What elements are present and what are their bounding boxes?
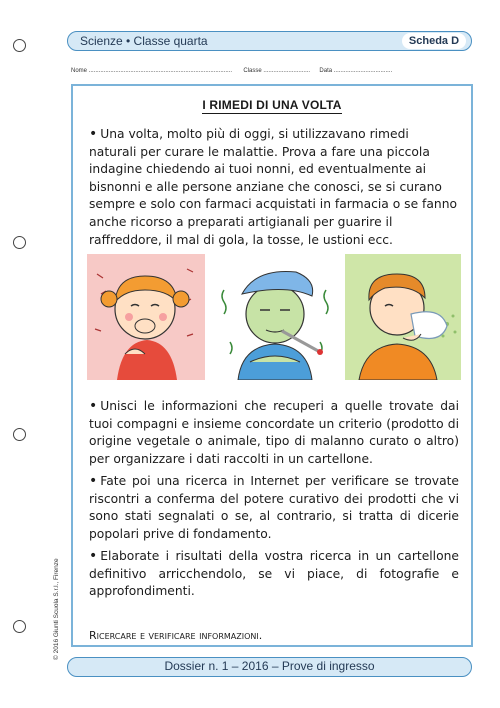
binder-hole-1 — [13, 39, 26, 52]
footer-band: Dossier n. 1 – 2016 – Prove di ingresso — [67, 657, 472, 677]
scheda-label: Scheda D — [402, 33, 466, 49]
paragraph-poster: • Elaborate i risultati della vostra ricerca in un cartellone definitivo arricchendolo, se vi piace, di fotografie e approfondimenti. — [89, 548, 459, 599]
sneezing-boy-illustration — [345, 254, 461, 380]
competence-note: Ricercare e verificare informazioni. — [89, 629, 263, 642]
paragraph-intro: • Una volta, molto più di oggi, si utilizzavano rimedi naturali per curare le malattie. Prova a fare una piccola indagine chiedendo ai tuoi nonni, ed eventualmente ai bisnonni e alle persone anziane che conosci, se si curano sempre e solo con farmaci acquistati in farmacia o se fanno anche ricorso a preparati artigianali per guarire il raffreddore, il mal di gola, la tosse, le ustioni ecc. — [89, 126, 458, 247]
copyright-text: © 2016 Giunti Scuola S.r.l., Firenze — [53, 558, 60, 660]
nome-field[interactable]: Nome ...................................................................................... — [71, 68, 233, 74]
worksheet-frame — [71, 84, 473, 647]
bullet-icon: • — [89, 398, 98, 414]
header-band — [67, 31, 472, 51]
fever-boy-illustration — [216, 254, 334, 380]
binder-hole-2 — [13, 236, 26, 249]
paragraph-research: • Fate poi una ricerca in Internet per verificare se trovate riscontri a conferma del potere curativo dei prodotti che vi sono stati segnalati o se, al contrario, si tratta di dicerie popolari prive di fondamento. — [89, 473, 459, 541]
student-info-line — [71, 68, 473, 74]
classe-field[interactable]: Classe ............................ — [243, 68, 311, 74]
header-title: Scienze • Classe quarta — [80, 34, 208, 48]
bullet-icon: • — [89, 473, 98, 489]
binder-hole-4 — [13, 620, 26, 633]
coughing-girl-illustration — [87, 254, 205, 380]
data-field[interactable]: Data ................................... — [319, 68, 393, 74]
bullet-icon: • — [89, 548, 98, 564]
bullet-icon: • — [89, 126, 98, 142]
binder-hole-3 — [13, 428, 26, 441]
worksheet-title: I RIMEDI DI UNA VOLTA — [202, 98, 342, 112]
paragraph-organize: • Unisci le informazioni che recuperi a quelle trovate dai tuoi compagni e insieme concordate un criterio (prodotto di origine vegetale o animale, tipo di malanno curato o altro) per organizzare i dati raccolti in un cartellone. — [89, 398, 459, 466]
